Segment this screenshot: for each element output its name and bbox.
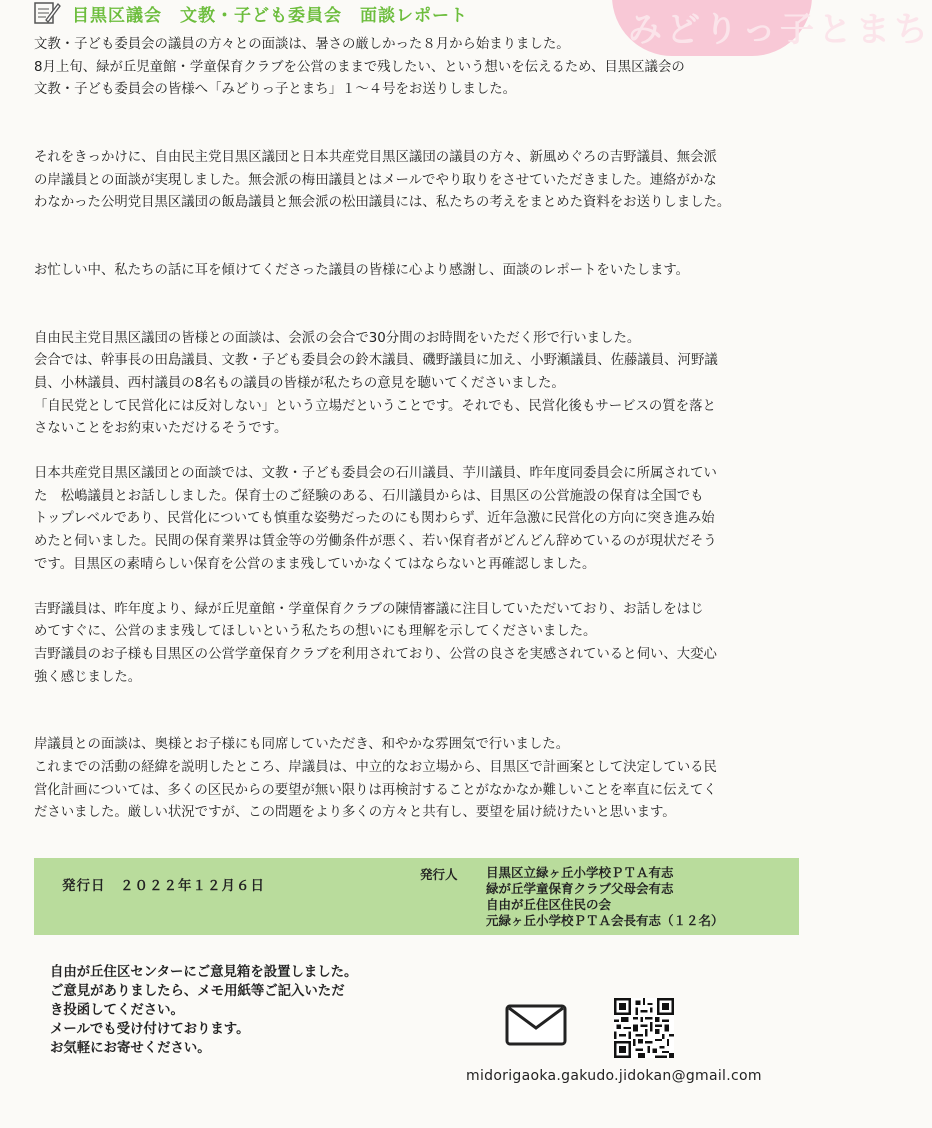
text-line: これまでの活動の経緯を説明したところ、岸議員は、中立的なお立場から、目黒区で計画案として決定している民 [34,760,717,775]
header [32,0,468,26]
opinion-box-notice [50,963,357,1058]
envelope-icon [505,1004,567,1046]
issue-date: 発行日 ２０２２年１２月６日 [62,878,265,894]
text-line: わなかった公明党目黒区議団の飯島議員と無会派の松田議員には、私たちの考えをまとめた資料をお送りしました。 [34,195,731,211]
text-line: 営化計画については、多くの区民からの要望が無い限りは再検討することがなかなか難しいことを率直に伝えてく [34,782,717,798]
text-line: た 松嶋議員とお話ししました。保育士のご経験のある、石川議員からは、目黒区の公営施設の保育は全国でも [34,488,704,504]
paragraph-ldp [34,328,794,441]
text-line: 吉野議員は、昨年度より、緑が丘児童館・学童保育クラブの陳情審議に注目していただいており、お話しをはじ [34,601,704,617]
notice-line: ご意見がありましたら、メモ用紙等ご記入いただ [50,984,345,999]
text-line: 強く感じました。 [34,669,142,685]
text-line: 日本共産党目黒区議団との面談では、文教・子ども委員会の石川議員、芋川議員、昨年度同委員会に所属されてい [34,466,717,482]
text-line: ださいました。厳しい状況ですが、この問題をより多くの方々と共有し、要望を届け続けたいと思います。 [34,805,676,821]
text-line: めたと伺いました。民間の保育業界は賃金等の労働条件が悪く、若い保育者がどんどん辞めているのが現状だそう [34,534,717,550]
issuer-item: 緑が丘学童保育クラブ父母会有志 [486,881,674,896]
text-line: 会合では、幹事長の田島議員、文教・子ども委員会の鈴木議員、磯野議員に加え、小野瀬議員、佐藤議員、河野議 [34,353,718,369]
text-line: 岸議員との面談は、奥様とお子様にも同席していただき、和やかな雰囲気で行いました。 [34,737,570,753]
notice-line: き投函してください。 [50,1003,184,1018]
notepad-pencil-icon [32,0,62,26]
qr-code-icon[interactable] [614,998,674,1058]
text-line: 員、小林議員、西村議員の8名もの議員の皆様が私たちの意見を聴いてくださいました。 [34,375,565,391]
paragraph-intro [34,34,794,102]
paragraph-meetings [34,147,794,215]
issuer-item: 自由が丘住区住民の会 [486,897,612,912]
text-line: 文教・子ども委員会の議員の方々との面談は、暑さの厳しかった８月から始まりました。 [34,37,570,52]
notice-line: お気軽にお寄せください。 [50,1041,211,1056]
issuer-list [486,865,724,929]
text-line: めてすぐに、公営のまま残してほしいという私たちの想いにも理解を示してくださいました。 [34,624,597,640]
paragraph-yoshino [34,599,794,689]
text-line: です。目黒区の素晴らしい保育を公営のまま残していかなくてはならないと再確認しました。 [34,556,596,572]
text-line: お忙しい中、私たちの話に耳を傾けてくださった議員の皆様に心より感謝し、面談のレポートをいたします。 [34,262,690,278]
text-line: 8月上旬、緑が丘児童館・学童保育クラブを公営のままで残したい、という想いを伝えるため、目黒区議会の [34,59,685,75]
text-line: 文教・子ども委員会の皆様へ「みどりっ子とまち」１～４号をお送りしました。 [34,82,517,98]
issuer-item: 元緑ヶ丘小学校ＰＴＡ会長有志（１２名） [486,913,724,928]
text-line: それをきっかけに、自由民主党目黒区議団と日本共産党目黒区議団の議員の方々、新風めぐろの吉野議員、無会派 [34,149,717,165]
text-line: 自由民主党目黒区議団の皆様との面談は、会派の会合で30分間のお時間をいただく形で行いました。 [34,330,641,346]
contact-email[interactable]: midorigaoka.gakudo.jidokan@gmail.com [466,1068,762,1084]
issuer-label: 発行人 [420,867,458,882]
text-line: 吉野議員のお子様も目黒区の公営学童保育クラブを利用されており、公営の良さを実感されていると伺い、大変心 [34,647,717,663]
paragraph-thanks [34,260,794,283]
text-line: トップレベルであり、民営化についても慎重な姿勢だったのにも関わらず、近年急激に民営化の方向に突き進み始 [34,511,715,527]
notice-line: 自由が丘住区センターにご意見箱を設置しました。 [50,965,358,980]
page-title: 目黒区議会 文教・子ども委員会 面談レポート [72,5,468,26]
text-line: さないことをお約束いただけるそうです。 [34,421,288,437]
notice-line: メールでも受け付けております。 [50,1022,250,1037]
paragraph-kishi [34,734,794,824]
tagline-watermark: みどりっ子とまち [628,10,932,50]
text-line: 「自民党として民営化には反対しない」という立場だということです。それでも、民営化後もサービスの質を落と [34,398,716,414]
text-line: の岸議員との面談が実現しました。無会派の梅田議員とはメールでやり取りをさせていただきました。連絡がかな [34,172,717,188]
paragraph-jcp [34,463,794,576]
issuer-item: 目黒区立緑ヶ丘小学校ＰＴＡ有志 [486,865,674,880]
report-body [34,34,794,825]
